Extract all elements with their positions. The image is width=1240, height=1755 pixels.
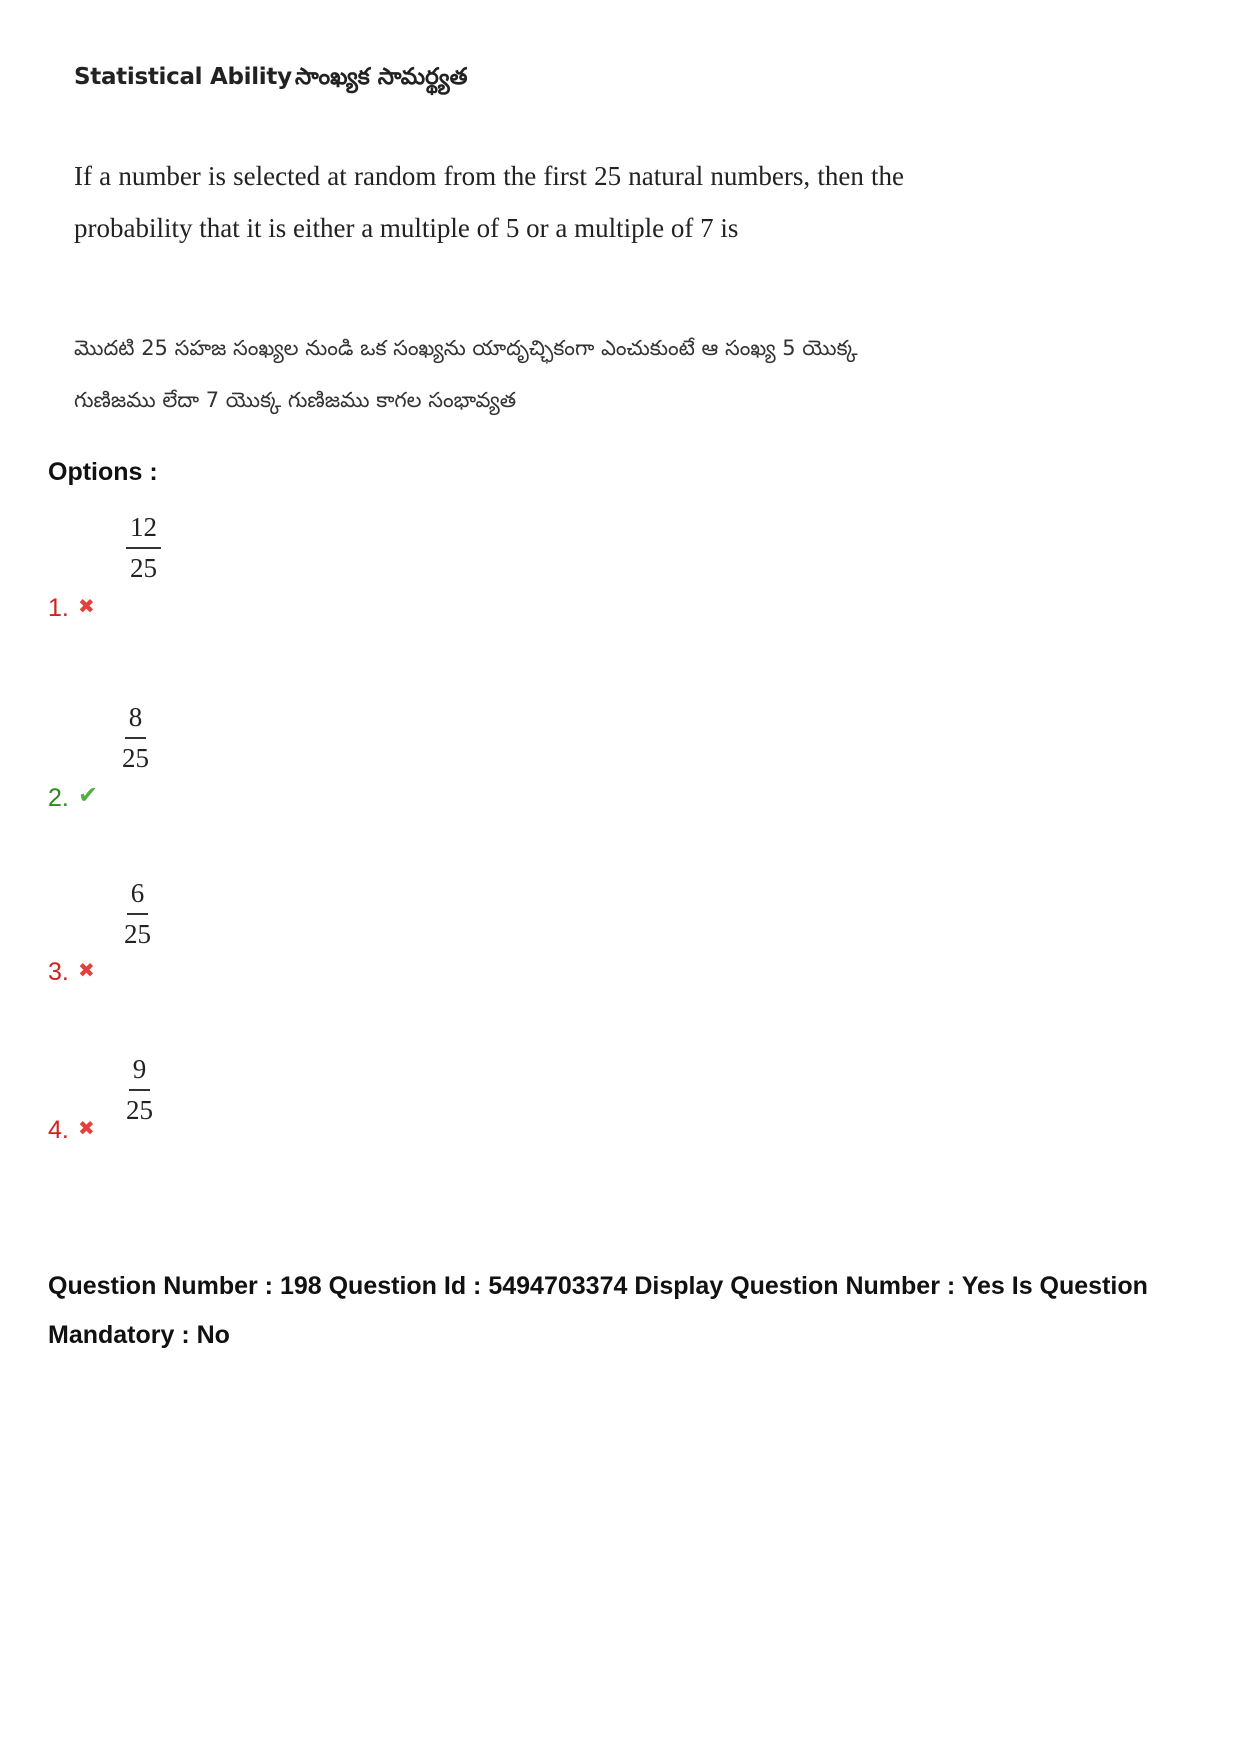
option-fraction bbox=[124, 878, 151, 950]
option-number: 4. bbox=[48, 1116, 69, 1144]
question-text-english: If a number is selected at random from the first 25 natural numbers, then the probability that it is either a multiple of 5 or a multiple of 7 is bbox=[74, 161, 904, 243]
subject-title-telugu: సాంఖ్యక సామర్థ్యత bbox=[295, 64, 468, 90]
fraction-denominator: 25 bbox=[126, 1095, 153, 1125]
option-3 bbox=[48, 878, 448, 1008]
option-fraction bbox=[126, 1054, 153, 1126]
option-4 bbox=[48, 1054, 448, 1184]
fraction-denominator: 25 bbox=[122, 743, 149, 773]
option-1 bbox=[48, 512, 448, 642]
option-number: 1. bbox=[48, 594, 69, 622]
option-fraction bbox=[126, 512, 161, 584]
fraction-numerator: 12 bbox=[126, 512, 161, 549]
option-2 bbox=[48, 702, 448, 832]
question-text-telugu: మొదటి 25 సహజ సంఖ్యల నుండి ఒక సంఖ్యను యాదృచ్ఛికంగా ఎంచుకుంటే ఆ సంఖ్య 5 యొక్క గుణిజము లేదా 7 యొక్క గుణిజము కాగల సంభావ్యత bbox=[74, 336, 858, 412]
fraction-denominator: 25 bbox=[130, 553, 157, 583]
option-fraction bbox=[122, 702, 149, 774]
options-label: Options : bbox=[48, 458, 158, 486]
check-mark-icon: ✔ bbox=[78, 781, 99, 809]
fraction-numerator: 6 bbox=[127, 878, 149, 915]
wrong-mark-icon: ✖ bbox=[78, 958, 95, 982]
fraction-numerator: 9 bbox=[129, 1054, 151, 1091]
wrong-mark-icon: ✖ bbox=[78, 594, 95, 618]
option-number: 2. bbox=[48, 784, 69, 812]
fraction-denominator: 25 bbox=[124, 919, 151, 949]
subject-title: Statistical Ability bbox=[74, 64, 292, 90]
fraction-numerator: 8 bbox=[125, 702, 147, 739]
wrong-mark-icon: ✖ bbox=[78, 1116, 95, 1140]
question-metadata: Question Number : 198 Question Id : 5494703374 Display Question Number : Yes Is Question Mandatory : No bbox=[48, 1272, 1148, 1349]
question-image bbox=[60, 40, 920, 412]
option-number: 3. bbox=[48, 958, 69, 986]
